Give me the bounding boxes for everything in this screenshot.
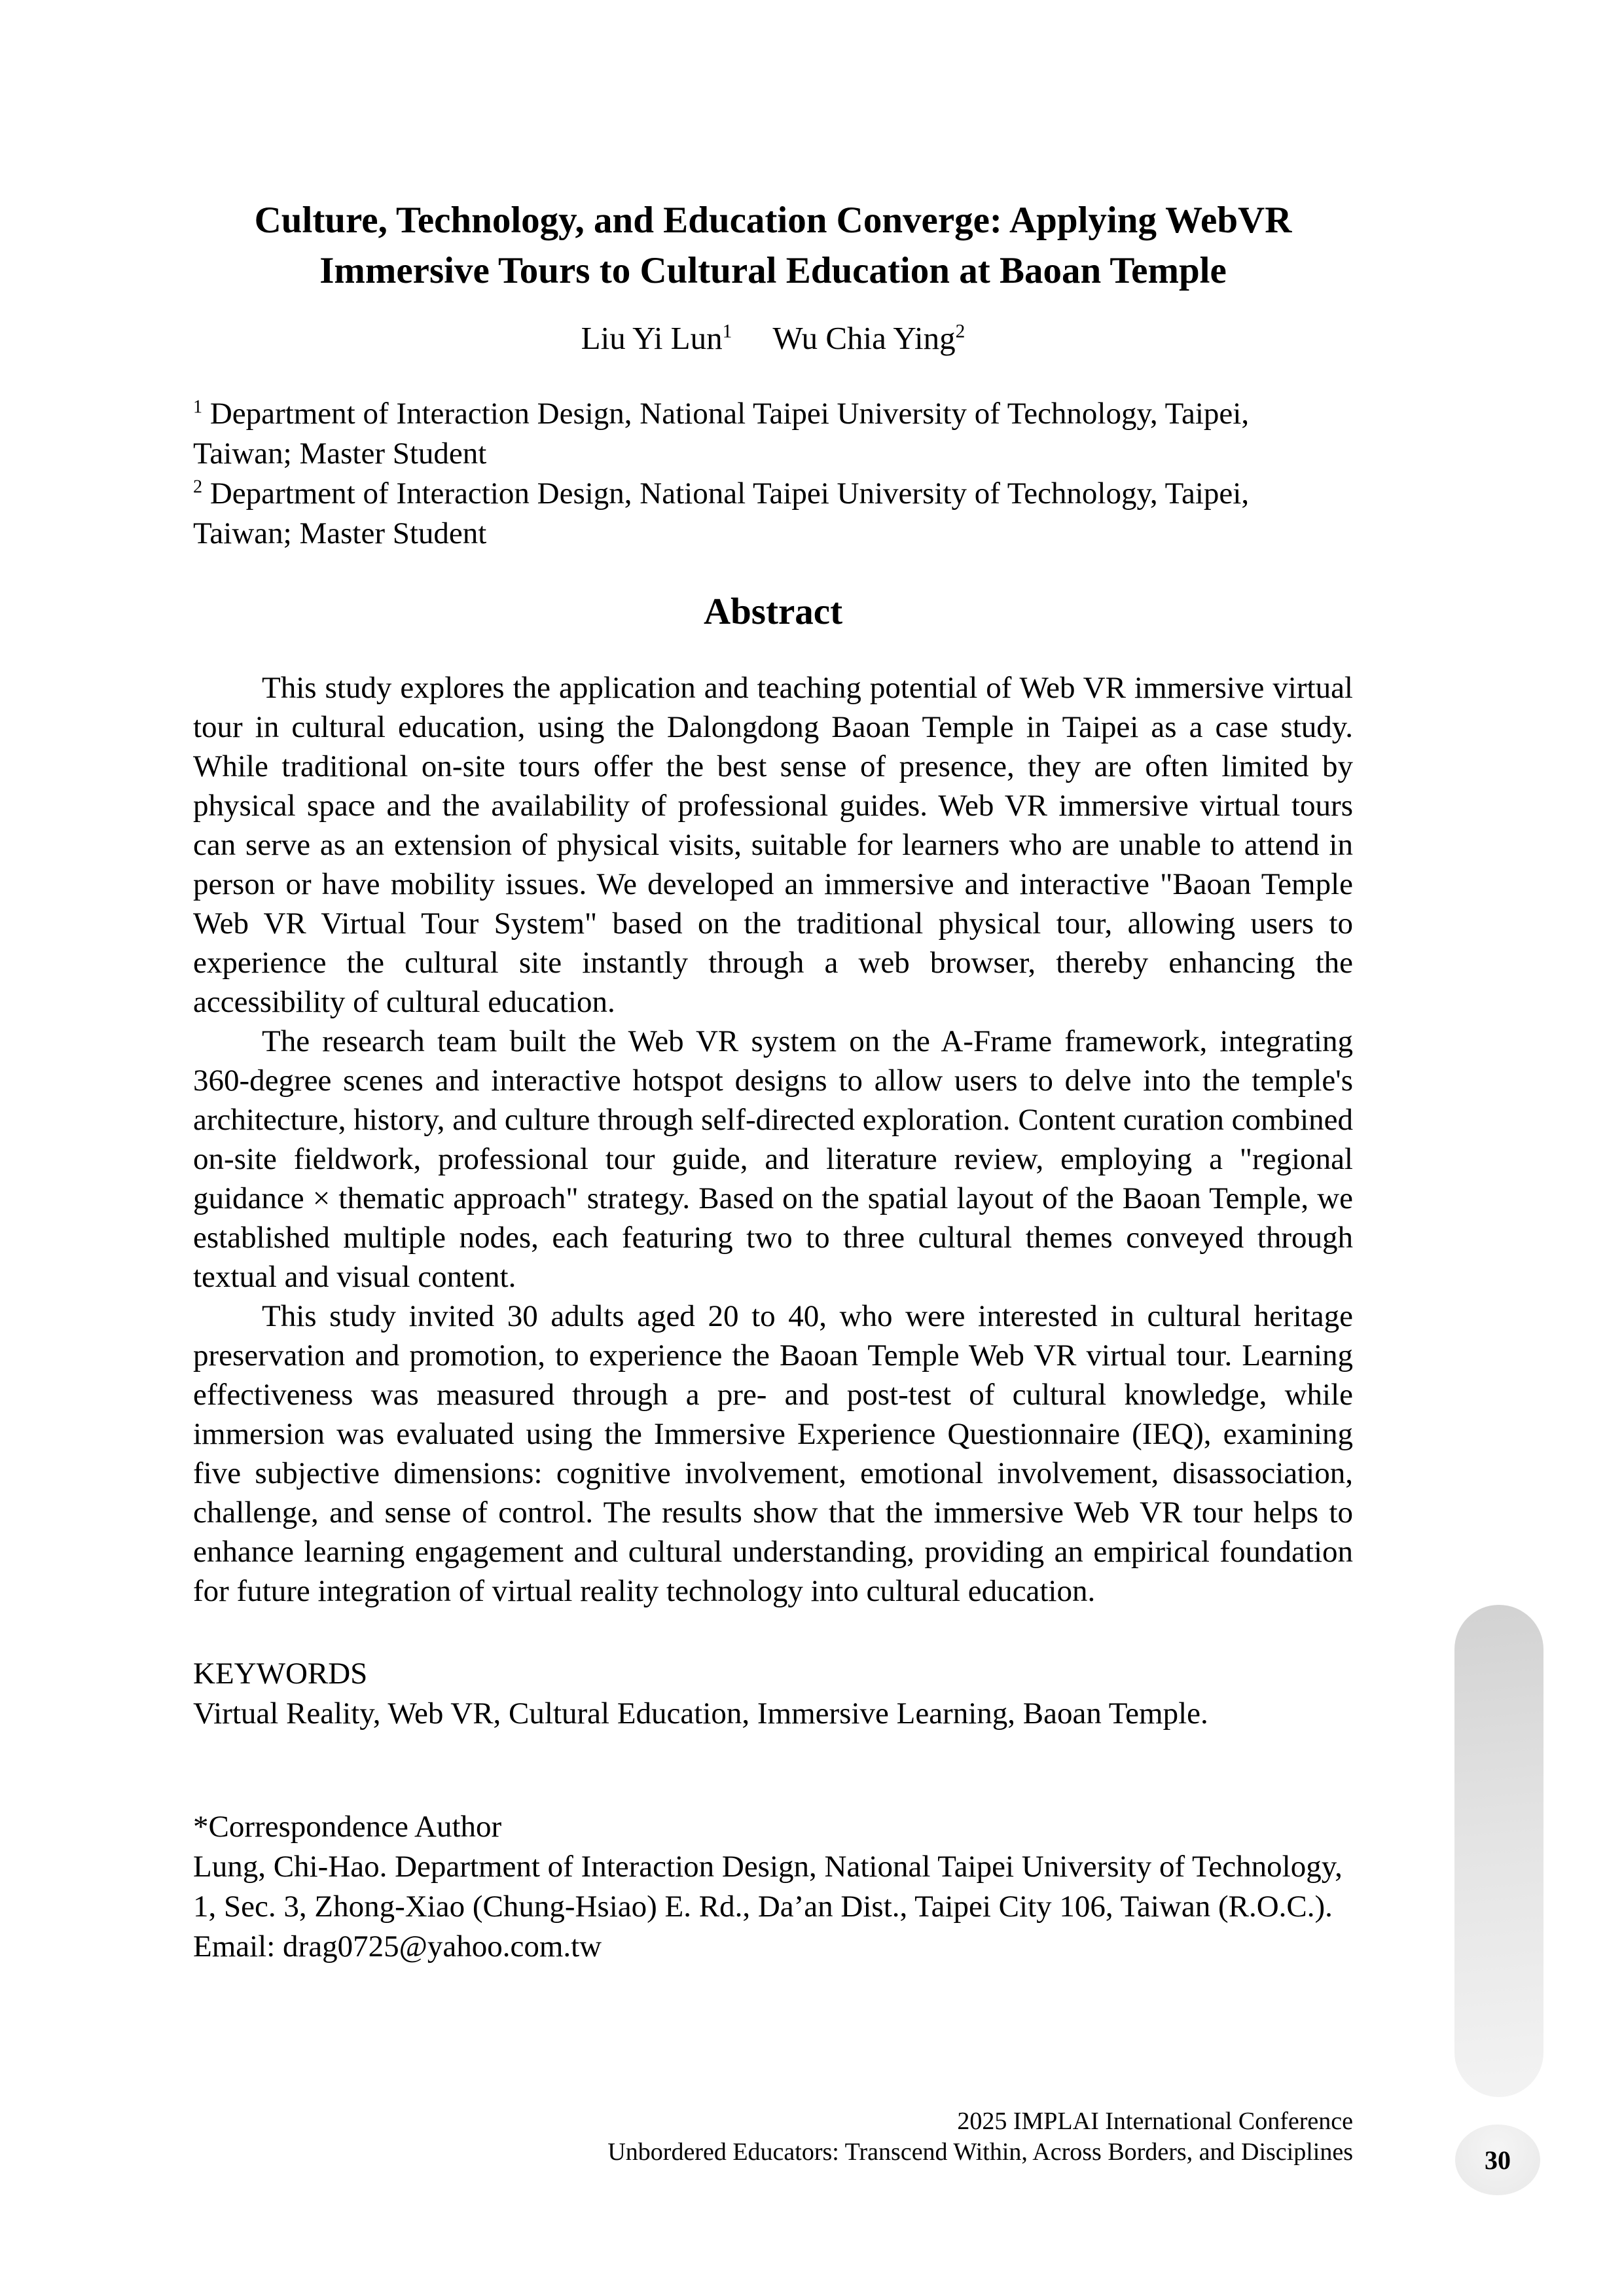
title-line-2: Immersive Tours to Cultural Education at Baoan Temple	[319, 250, 1227, 291]
abstract-paragraph-3: This study invited 30 adults aged 20 to 40, who were interested in cultural heritage preservation and promotion, to experience the Baoan Temple Web VR virtual tour. Learning effectiveness was measured through a pre- and post-test of cultural knowledge, while immersion was evaluated using the Immersive Experience Questionnaire (IEQ), examining five subjective dimensions: cognitive involvement, emotional involvement, disassociation, challenge, and sense of control. The results show that the immersive Web VR tour helps to enhance learning engagement and cultural understanding, providing an empirical foundation for future integration of virtual reality technology into cultural education.	[193, 1299, 1353, 1608]
footer-conference-name: 2025 IMPLAI International Conference	[957, 2108, 1353, 2135]
abstract-heading: Abstract	[703, 591, 843, 632]
abstract-paragraph-2: The research team built the Web VR system on the A-Frame framework, integrating 360-degree scenes and interactive hotspot designs to allow users to delve into the temple's architecture, history, and culture through self-directed exploration. Content curation combined on-site fieldwork, professional tour guide, and literature review, employing a "regional guidance × thematic approach" strategy. Based on the spatial layout of the Baoan Temple, we established multiple nodes, each featuring two to three cultural themes conveyed through textual and visual content.	[193, 1024, 1353, 1294]
paper-title	[193, 195, 1353, 296]
page-number-badge	[1455, 2125, 1540, 2195]
conference-footer	[607, 2106, 1353, 2168]
side-capsule-decoration	[1454, 1605, 1543, 2097]
keywords-heading: KEYWORDS	[193, 1657, 368, 1691]
affiliation-2-text: Department of Interaction Design, National Taipei University of Technology, Taipei, Taiwan; Master Student	[193, 476, 1250, 550]
author-2-name: Wu Chia Ying	[772, 320, 956, 356]
abstract-paragraph-1: This study explores the application and teaching potential of Web VR immersive virtual tour in cultural education, using the Dalongdong Baoan Temple in Taipei as a case study. While traditional on-site tours offer the best sense of presence, they are often limited by physical space and the availability of professional guides. Web VR immersive virtual tours can serve as an extension of physical visits, suitable for learners who are unable to attend in person or have mobility issues. We developed an immersive and interactive "Baoan Temple Web VR Virtual Tour System" based on the traditional physical tour, allowing users to experience the cultural site instantly through a web browser, thereby enhancing the accessibility of cultural education.	[193, 671, 1353, 1019]
author-2	[772, 320, 965, 356]
correspondence-block	[193, 1807, 1353, 1967]
author-2-superscript: 2	[955, 321, 965, 342]
keywords-block	[193, 1654, 1353, 1734]
affiliation-2	[193, 474, 1353, 554]
title-line-1: Culture, Technology, and Education Converge: Applying WebVR	[254, 200, 1292, 241]
affiliation-1	[193, 394, 1353, 474]
abstract-body	[193, 668, 1353, 1611]
author-1-superscript: 1	[722, 321, 732, 342]
correspondence-heading: *Correspondence Author	[193, 1810, 502, 1844]
affiliations-block	[193, 394, 1353, 554]
page-number: 30	[1485, 2145, 1511, 2175]
affiliation-2-superscript: 2	[193, 476, 203, 497]
correspondence-text: Lung, Chi-Hao. Department of Interaction Design, National Taipei University of Technology, 1, Sec. 3, Zhong-Xiao (Chung-Hsiao) E. Rd., Da’an Dist., Taipei City 106, Taiwan (R.O.C.). Email: drag0725@yahoo.com.tw	[193, 1850, 1343, 1964]
footer-conference-theme: Unbordered Educators: Transcend Within, Across Borders, and Disciplines	[607, 2138, 1353, 2166]
affiliation-1-text: Department of Interaction Design, National Taipei University of Technology, Taipei, Taiwan; Master Student	[193, 397, 1250, 471]
author-1-name: Liu Yi Lun	[581, 320, 723, 356]
authors-line	[193, 318, 1353, 359]
author-1	[581, 320, 732, 356]
paper-content-column	[193, 0, 1353, 1967]
keywords-text: Virtual Reality, Web VR, Cultural Education, Immersive Learning, Baoan Temple.	[193, 1696, 1208, 1731]
affiliation-1-superscript: 1	[193, 397, 203, 418]
